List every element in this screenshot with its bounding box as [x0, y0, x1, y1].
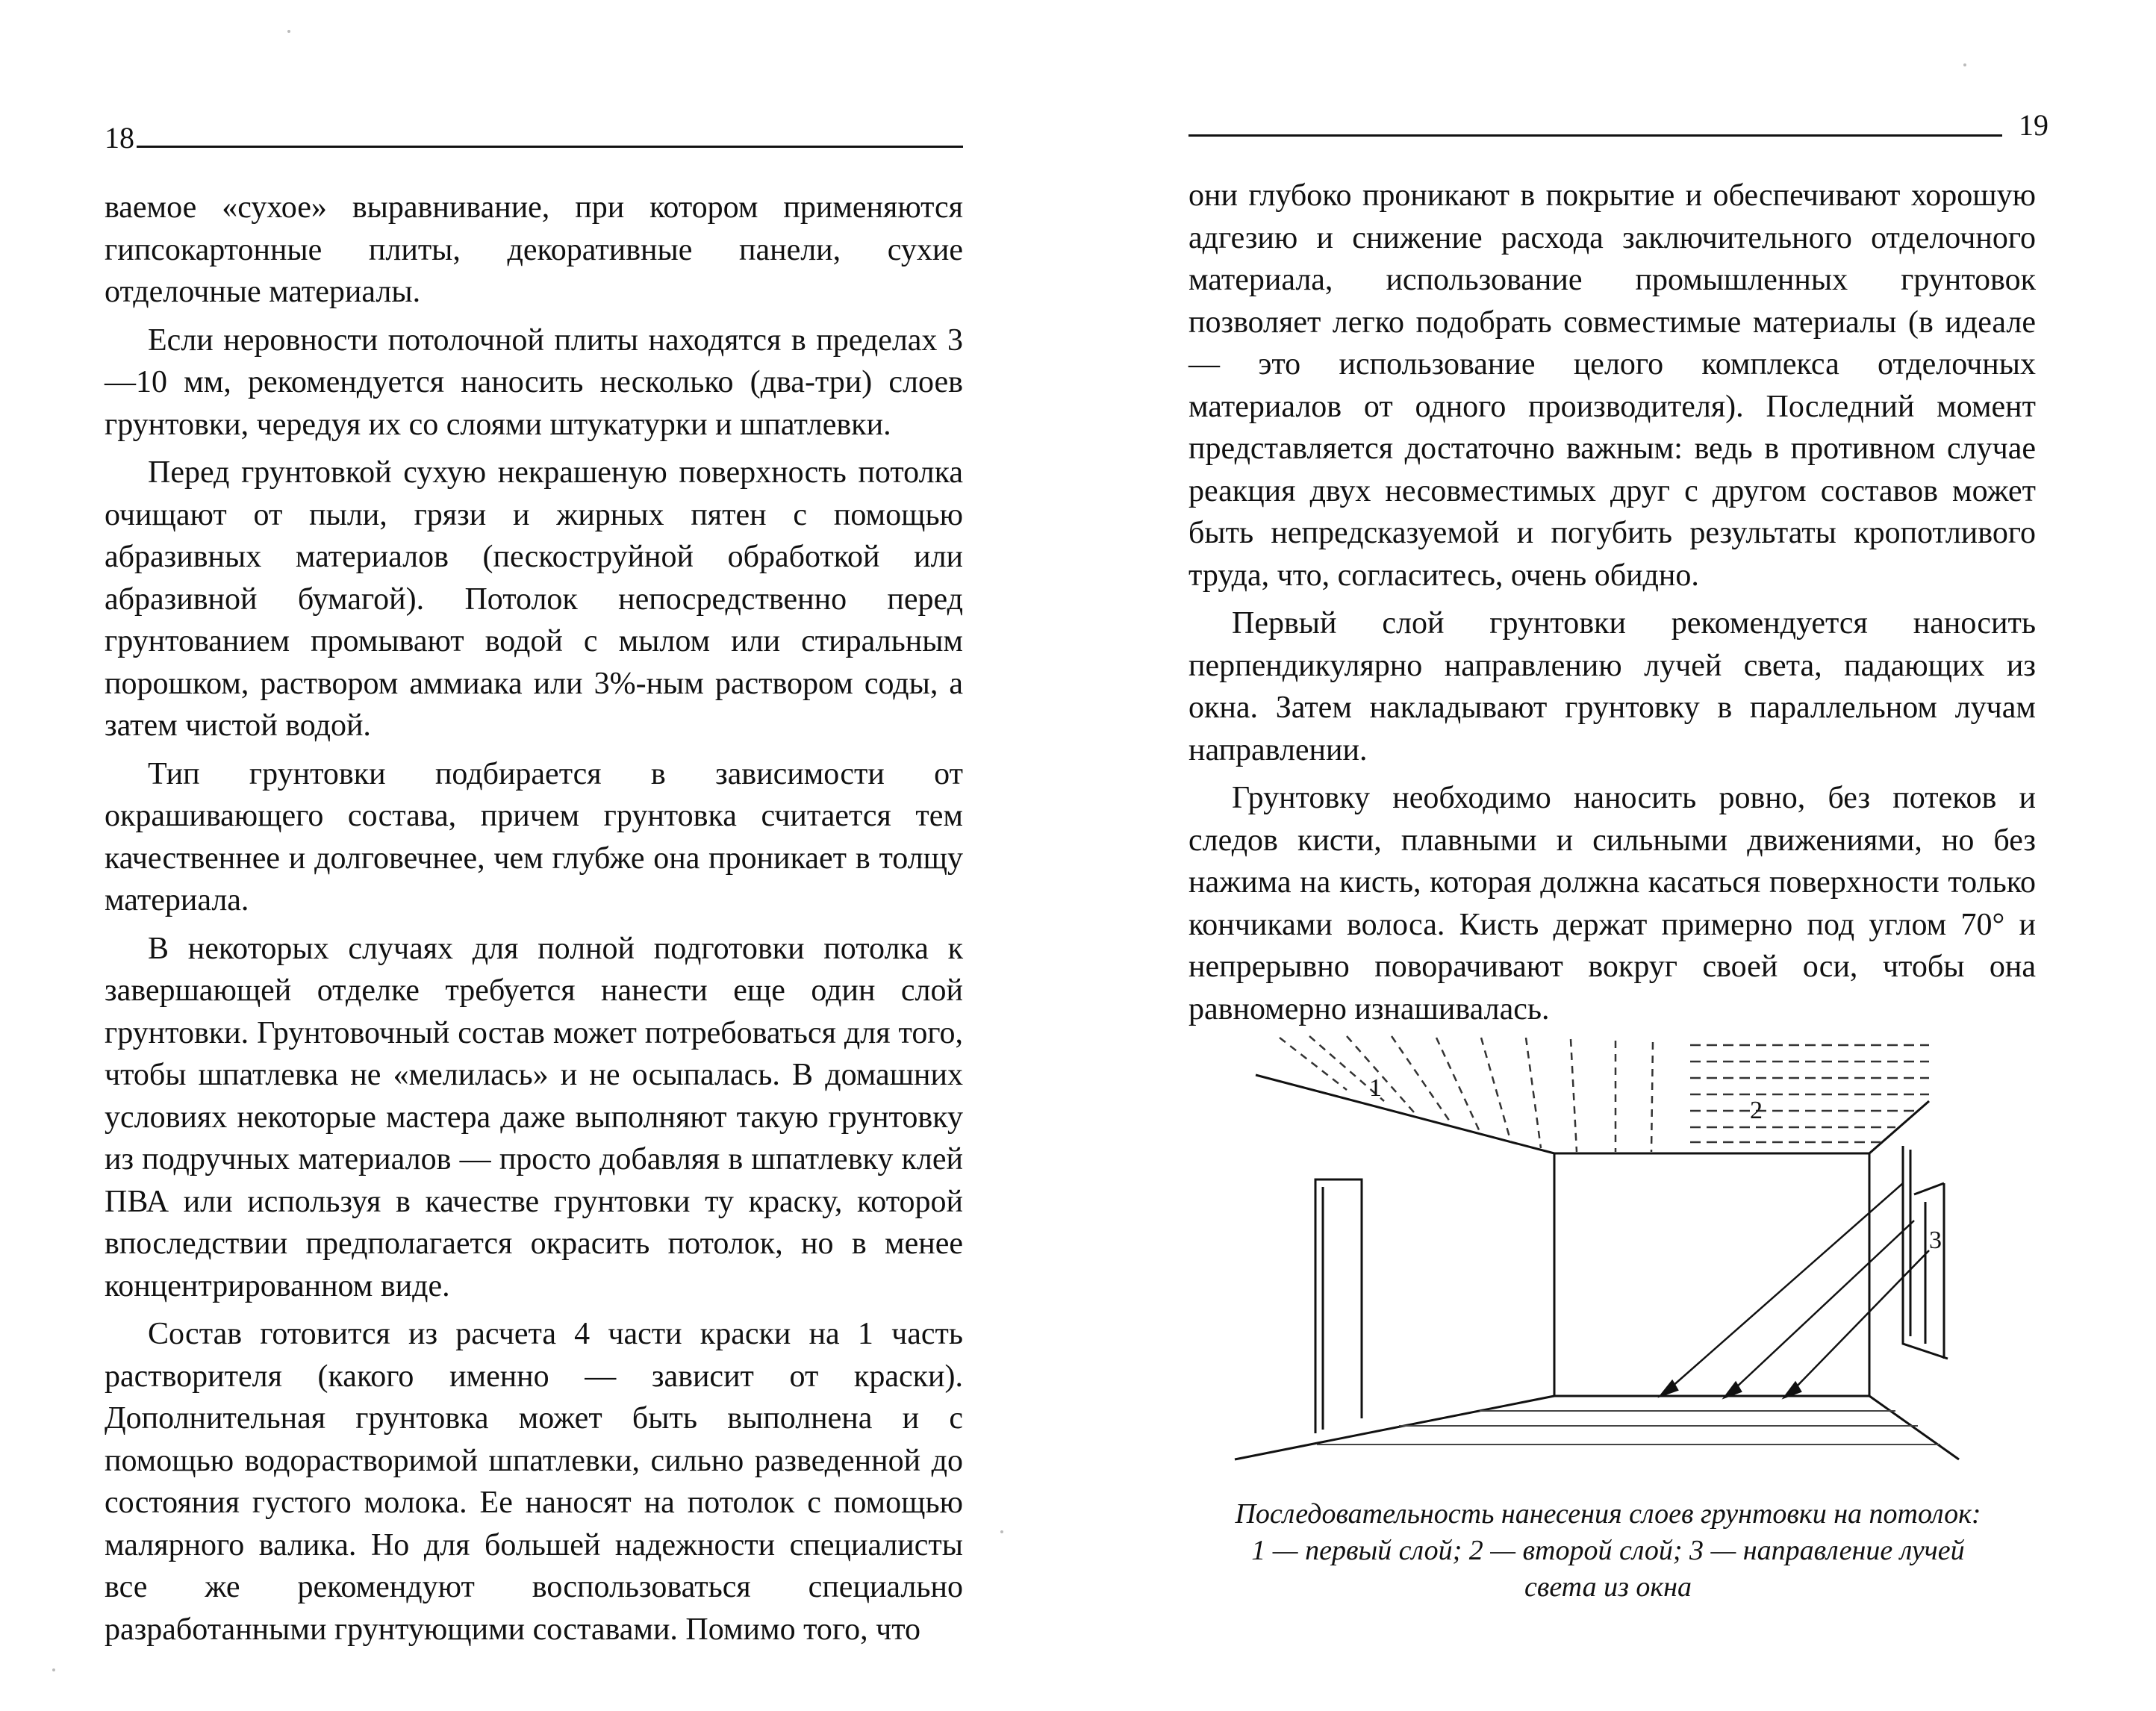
caption-line: 1 — первый слой; 2 — второй слой; 3 — направление лучей	[1251, 1535, 1965, 1566]
caption-line: Последовательность нанесения слоев грунтовки на потолок:	[1235, 1498, 1981, 1530]
scan-speck	[52, 1668, 55, 1671]
figure-label: 3	[1929, 1227, 1942, 1254]
light-rays	[1660, 1183, 1929, 1397]
figure-caption	[1197, 1496, 2019, 1606]
paragraph: ваемое «сухое» выравнивание, при котором применяются гипсокартонные плиты, декоративные панели, сухие отделочные материалы.	[105, 190, 963, 309]
page-number: 19	[2019, 108, 2048, 142]
scan-speck	[287, 30, 290, 33]
left-floor-edge	[1235, 1396, 1554, 1459]
layer-2-strokes	[1690, 1045, 1929, 1142]
figure-label: 2	[1750, 1097, 1763, 1124]
paragraph: Перед грунтовкой сухую некрашеную поверхность потолка очищают от пыли, грязи и жирных пятен с помощью абразивных материалов (пескоструйной обработкой или абразивной бумагой). Потолок непосредственно перед грунтованием промывают водой с мылом или стиральным порошком, раствором аммиака или 3%-ным раствором соды, а затем чистой водой.	[105, 455, 963, 743]
right-page	[1078, 0, 2156, 1711]
body-text	[105, 187, 963, 1657]
scan-speck	[1000, 1530, 1003, 1533]
scan-speck	[1963, 63, 1966, 66]
page-number: 18	[105, 121, 134, 155]
header-rule	[1188, 134, 2002, 137]
paragraph: Если неровности потолочной плиты находятся в пределах 3—10 мм, рекомендуется наносить несколько (два-три) слоев грунтовки, чередуя их со слоями штукатурки и шпатлевки.	[105, 322, 963, 442]
paragraph: Тип грунтовки подбирается в зависимости от окрашивающего состава, причем грунтовка считается тем качественнее и долговечнее, чем глубже она проникает в толщу материала.	[105, 756, 963, 917]
body-text	[1188, 175, 2036, 1036]
header-rule	[137, 146, 963, 148]
paragraph: В некоторых случаях для полной подготовки потолка к завершающей отделке требуется нанести еще один слой грунтовки. Грунтовочный состав может потребоваться для того, чтобы шпатлевка не «мелилась» и не осыпалась. В домашних условиях некоторые мастера даже выполняют такую грунтовку из подручных материалов — просто добавляя в шпатлевку клей ПВА или используя в качестве грунтовки ту краску, которой впоследствии предполагается окрасить потолок, но в менее концентрированном виде.	[105, 931, 963, 1303]
layer-1-strokes	[1280, 1036, 1653, 1152]
paragraph: Состав готовится из расчета 4 части краски на 1 часть растворителя (какого именно — зависит от краски). Дополнительная грунтовка может быть выполнена и с помощью водорастворимой шпатлевки, сильно разведенной до состояния густого молока. Ее наносят на потолок с помощью малярного валика. Но для большей надежности специалисты все же рекомендуют воспользоваться специально разработанными грунтующими составами. Помимо того, что	[105, 1317, 963, 1647]
left-ceiling-edge	[1256, 1075, 1554, 1153]
paragraph: Грунтовку необходимо наносить ровно, без потеков и следов кисти, плавными и сильными движениями, но без нажима на кисть, которая должна касаться поверхности только кончиками волоса. Кисть держат примерно под углом 70° и непрерывно поворачивают вокруг своей оси, чтобы она равномерно изнашивалась.	[1188, 781, 2036, 1026]
floor-planks	[1317, 1411, 1940, 1444]
caption-line: света из окна	[1524, 1571, 1692, 1603]
room-diagram	[1227, 1030, 1974, 1471]
paragraph: они глубоко проникают в покрытие и обеспечивают хорошую адгезию и снижение расхода заключительного отделочного материала, использование промышленных грунтовок позволяет легко подобрать совместимые материалы (в идеале — это использование целого комплекса отделочных материалов от одного производителя). Последний момент представляется достаточно важным: ведь в противном случае реакция двух несовместимых друг с другом составов может быть непредсказуемой и погубить результаты кропотливого труда, что, согласитесь, очень обидно.	[1188, 178, 2036, 593]
paragraph: Первый слой грунтовки рекомендуется наносить перпендикулярно направлению лучей света, падающих из окна. Затем накладывают грунтовку в параллельном лучам направлении.	[1188, 606, 2036, 767]
figure-label: 1	[1369, 1074, 1382, 1102]
right-floor-edge	[1869, 1396, 1959, 1459]
